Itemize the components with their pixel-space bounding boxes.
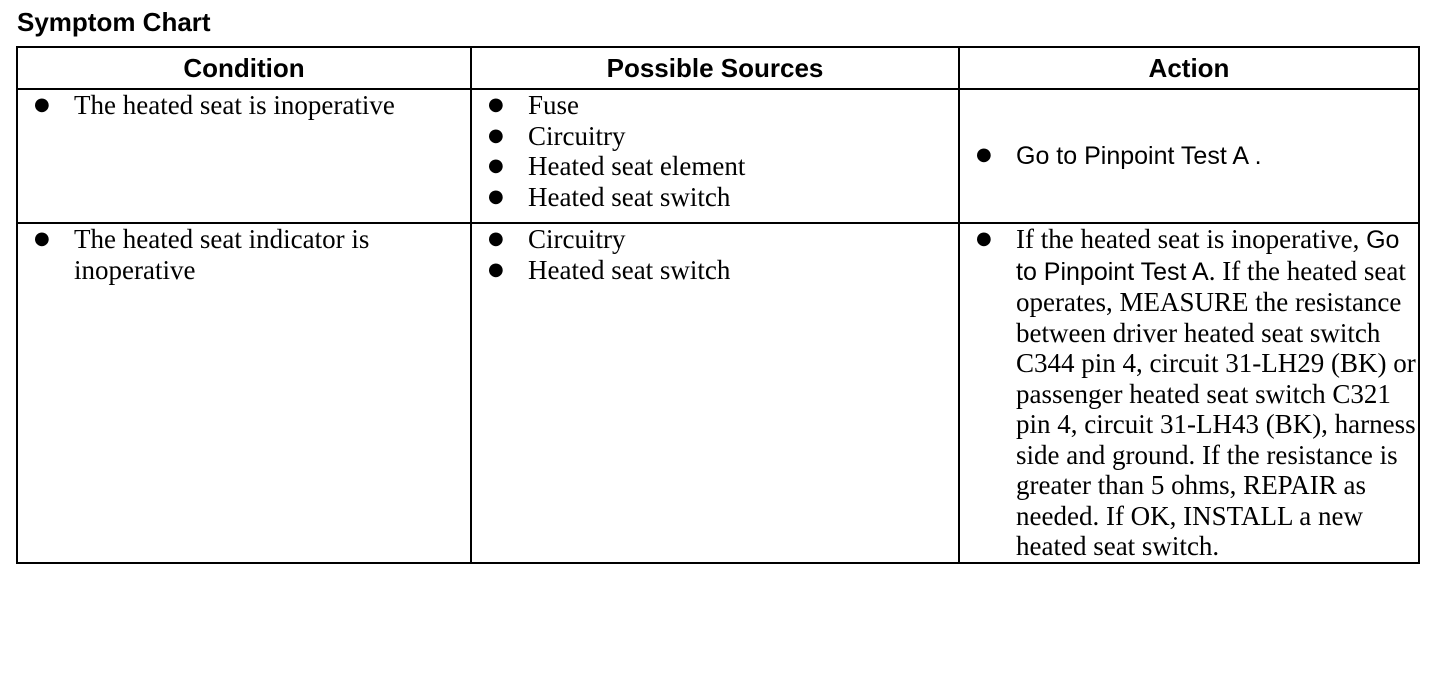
- bullet-icon: ●: [488, 94, 504, 115]
- header-action: Action: [959, 47, 1419, 89]
- bullet-icon: ●: [976, 144, 992, 166]
- pinpoint-test-link[interactable]: Go to Pinpoint Test A .: [1016, 142, 1262, 171]
- table-row: [17, 223, 1419, 563]
- bullet-icon: ●: [488, 258, 504, 280]
- action-list: [960, 224, 1418, 562]
- list-item: [18, 90, 470, 121]
- source-text: Fuse: [528, 90, 580, 120]
- header-possible-sources: Possible Sources: [471, 47, 959, 89]
- list-item: [960, 140, 1418, 172]
- condition-text: The heated seat indicator is inoperative: [74, 224, 370, 285]
- list-item: [472, 151, 958, 182]
- list-item: [472, 90, 958, 121]
- sources-cell: [471, 223, 959, 563]
- symptom-table: [16, 46, 1420, 564]
- sources-cell: [471, 89, 959, 223]
- bullet-icon: ●: [34, 228, 50, 249]
- bullet-icon: ●: [488, 185, 504, 207]
- condition-list: [18, 224, 470, 285]
- condition-text: The heated seat is inoperative: [74, 90, 395, 120]
- condition-list: [18, 90, 470, 121]
- bullet-icon: ●: [488, 124, 504, 146]
- source-text: Circuitry: [528, 224, 626, 254]
- bullet-icon: ●: [488, 155, 504, 176]
- sources-list: [472, 90, 958, 212]
- action-cell: [959, 89, 1419, 223]
- sources-list: [472, 224, 958, 285]
- source-text: Heated seat element: [528, 151, 746, 181]
- bullet-icon: ●: [34, 94, 50, 115]
- condition-cell: [17, 223, 471, 563]
- list-item: [472, 182, 958, 213]
- action-intro-text: If the heated seat is inoperative,: [1016, 224, 1360, 254]
- bullet-icon: ●: [976, 228, 992, 249]
- source-text: Circuitry: [528, 120, 626, 151]
- list-item: [960, 224, 1418, 562]
- table-header-row: [17, 47, 1419, 89]
- header-condition: Condition: [17, 47, 471, 89]
- action-rest-text: . If the heated seat operates, MEASURE the resistance between driver heated seat switch C344 pin 4, circuit 31-LH29 (BK) or passenger heated seat switch C321 pin 4, circuit 31-LH43 (BK), harness side and ground. If the resistance is greater than 5 ohms, REPAIR as needed. If OK, INSTALL a new heated seat switch.: [1016, 255, 1416, 561]
- source-text: Heated seat switch: [528, 181, 731, 212]
- list-item: [472, 121, 958, 152]
- page-title: Symptom Chart: [17, 7, 211, 37]
- action-list: [960, 140, 1418, 172]
- list-item: [472, 255, 958, 286]
- condition-cell: [17, 89, 471, 223]
- bullet-icon: ●: [488, 228, 504, 249]
- table-row: [17, 89, 1419, 223]
- source-text: Heated seat switch: [528, 254, 731, 285]
- list-item: [472, 224, 958, 255]
- pinpoint-test-link[interactable]: Go to Pinpoint Test A: [1016, 226, 1400, 286]
- action-cell: [959, 223, 1419, 563]
- list-item: [18, 224, 470, 285]
